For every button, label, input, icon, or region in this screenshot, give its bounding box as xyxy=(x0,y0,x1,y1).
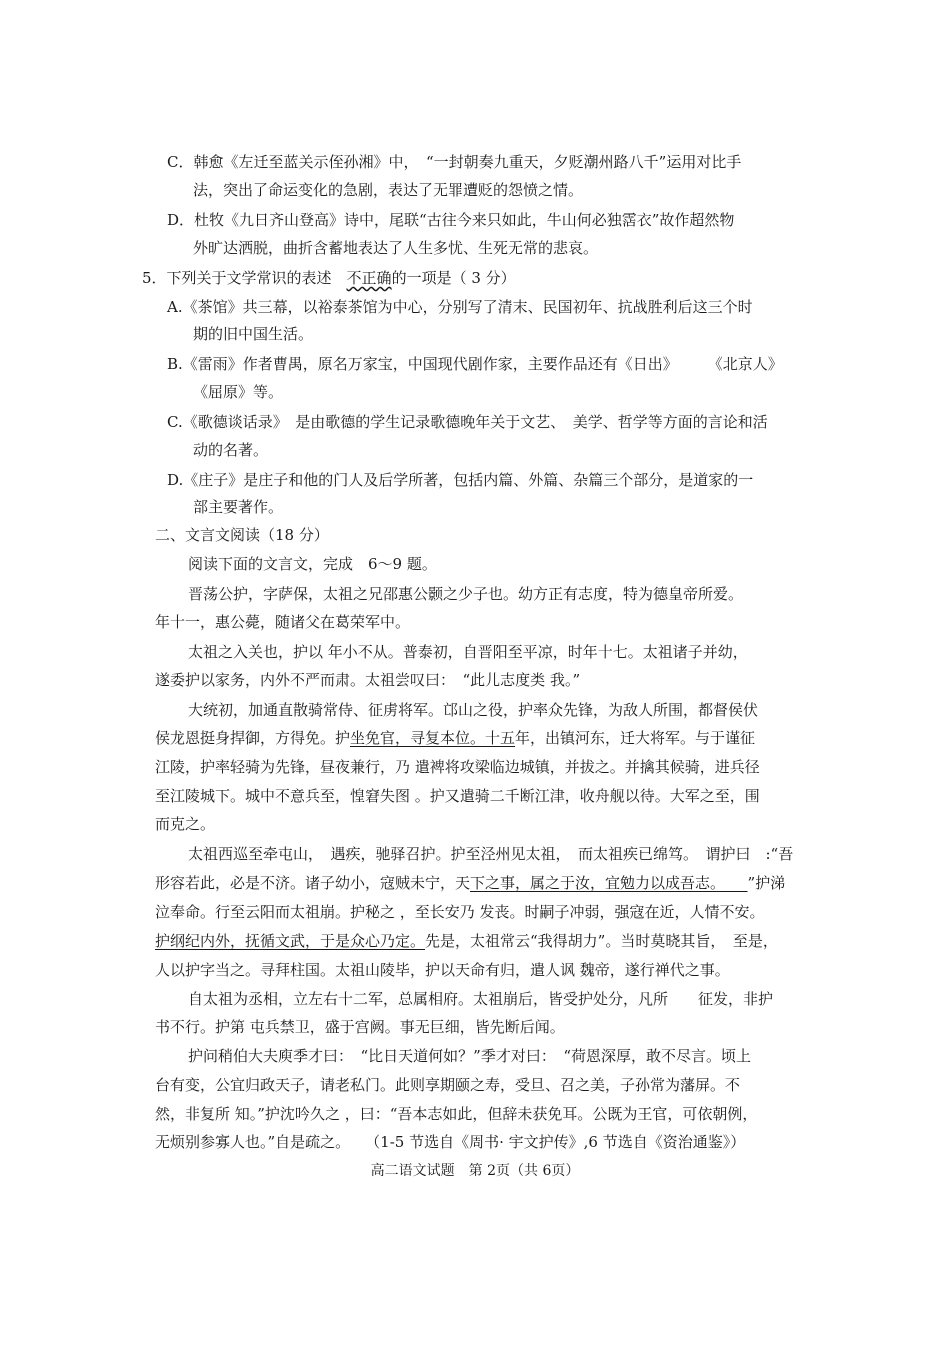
page-footer: 高二语文试题 第 2页（共 6页） xyxy=(370,1163,580,1179)
underlined-sentence: 护纲纪内外，抚循文武，于是众心乃定。 xyxy=(155,932,426,950)
text-line: 阅读下面的文言文，完成 6～9 题。 xyxy=(188,555,437,573)
text-line: 而克之。 xyxy=(155,815,216,833)
text-line: 外旷达洒脱，曲折含蓄地表达了人生多忧、生死无常的悲哀。 xyxy=(193,239,599,257)
text-line: 法，突出了命运变化的急剧，表达了无罪遭贬的怨愤之情。 xyxy=(193,181,584,199)
text-line: C.《歌德谈话录》 是由歌德的学生记录歌德晚年关于文艺、 美学、哲学等方面的言论和活 xyxy=(167,413,768,431)
text-line: 年十一，惠公薨，随诸父在葛荣军中。 xyxy=(155,613,411,631)
text-segment: ”护涕 xyxy=(747,874,786,892)
text-line: 自太祖为丞相，立左右十二军，总属相府。太祖崩后，皆受护处分，凡所 征发，非护 xyxy=(188,990,774,1008)
text-line: C．韩愈《左迁至蓝关示侄孙湘》中， “一封朝奏九重天，夕贬潮州路八千”运用对比手 xyxy=(167,153,742,171)
text-segment: 侯龙恩挺身捍御，方得免。护 xyxy=(155,729,351,747)
text-segment: 年，出镇河东，迁大将军。与于谨征 xyxy=(515,729,756,747)
text-line: 《屈原》等。 xyxy=(193,383,284,401)
text-line: 期的旧中国生活。 xyxy=(193,325,314,343)
text-line: 大统初，加通直散骑常侍、征虏将军。邙山之役，护率众先锋，为敌人所围，都督侯伏 xyxy=(188,701,759,719)
text-line xyxy=(155,728,755,748)
text-line: 遂委护以家务，内外不严而肃。太祖尝叹曰： “此儿志度类 我。” xyxy=(155,671,581,689)
text-line: 晋荡公护，字萨保，太祖之兄邵惠公颢之少子也。幼方正有志度，特为德皇帝所爱。 xyxy=(188,585,744,603)
text-line: 泣奉命。行至云阳而太祖崩。护秘之 ，至长安乃 发丧。时嗣子冲弱，强寇在近，人情不安。 xyxy=(155,903,765,921)
text-line: 书不行。护第 屯兵禁卫，盛于宫阙。事无巨细，皆先断后闻。 xyxy=(155,1018,565,1036)
text-line: 江陵，护率轻骑为先锋，昼夜兼行，乃 遣裨将攻梁临边城镇，并拔之。并擒其候骑，进兵径 xyxy=(155,758,760,776)
text-line: 无烦别参寡人也。”自是疏之。 （1-5 节选自《周书· 宇文护传》,6 节选自《资治通鉴》） xyxy=(155,1133,746,1151)
text-line: D．杜牧《九日齐山登高》诗中，尾联“古往今来只如此，牛山何必独霑衣”故作超然物 xyxy=(167,211,735,229)
text-line: 二、文言文阅读（18 分） xyxy=(155,526,329,544)
underlined-sentence: 下之事，属之于汝，宜勉力以成吾志。 xyxy=(470,874,748,892)
emphasis-text: 不正确 xyxy=(346,269,392,287)
text-line xyxy=(155,931,778,951)
text-line: 部主要著作。 xyxy=(193,498,284,516)
text-segment: 形容若此，必是不济。诸子幼小，寇贼未宁，天 xyxy=(155,874,471,892)
text-line: 人以护字当之。寻拜柱国。太祖山陵毕，护以天命有归，遣人讽 魏帝，遂行禅代之事。 xyxy=(155,961,730,979)
text-segment: 的一项是（ 3 分） xyxy=(391,269,516,287)
text-line: D.《庄子》是庄子和他的门人及后学所著，包括内篇、外篇、杂篇三个部分，是道家的一 xyxy=(167,471,754,489)
text-line xyxy=(155,873,785,893)
text-line: B.《雷雨》作者曹禺，原名万家宝，中国现代剧作家，主要作品还有《日出》 《北京人》 xyxy=(167,355,783,373)
text-line xyxy=(142,268,516,288)
text-line: 动的名著。 xyxy=(193,441,269,459)
underlined-sentence: 坐免官，寻复本位。十五 xyxy=(350,729,516,747)
text-line: 护问稍伯大夫庾季才曰： “比日天道何如？”季才对曰： “荷恩深厚，敢不尽言。顷上 xyxy=(188,1047,752,1065)
text-segment: 先是，太祖常云“我得胡力”。当时莫晓其旨， 至是， xyxy=(425,932,778,950)
text-line: 太祖之入关也，护以 年小不从。普泰初，自晋阳至平凉，时年十七。太祖诸子并幼， xyxy=(188,643,748,661)
text-line: 台有变，公宜归政天子，请老私门。此则享期颐之寿，受旦、召之美，子孙常为藩屏。不 xyxy=(155,1076,741,1094)
text-line: A.《茶馆》共三幕，以裕泰茶馆为中心，分别写了清末、民国初年、抗战胜利后这三个时 xyxy=(167,298,753,316)
text-line: 至江陵城下。城中不意兵至，惶窘失图 。护又遣骑二千断江津，收舟舰以待。大军之至，围 xyxy=(155,787,760,805)
text-segment: 5．下列关于文学常识的表述 xyxy=(142,269,347,287)
text-line: 太祖西巡至牵屯山， 遇疾，驰驿召护。护至泾州见太祖， 而太祖疾已绵笃。 谓护曰 :“吾 xyxy=(188,845,794,863)
text-line: 然，非复所 知。”护沈吟久之 ，曰：“吾本志如此，但辞未获免耳。公既为王官，可依朝例， xyxy=(155,1105,758,1123)
